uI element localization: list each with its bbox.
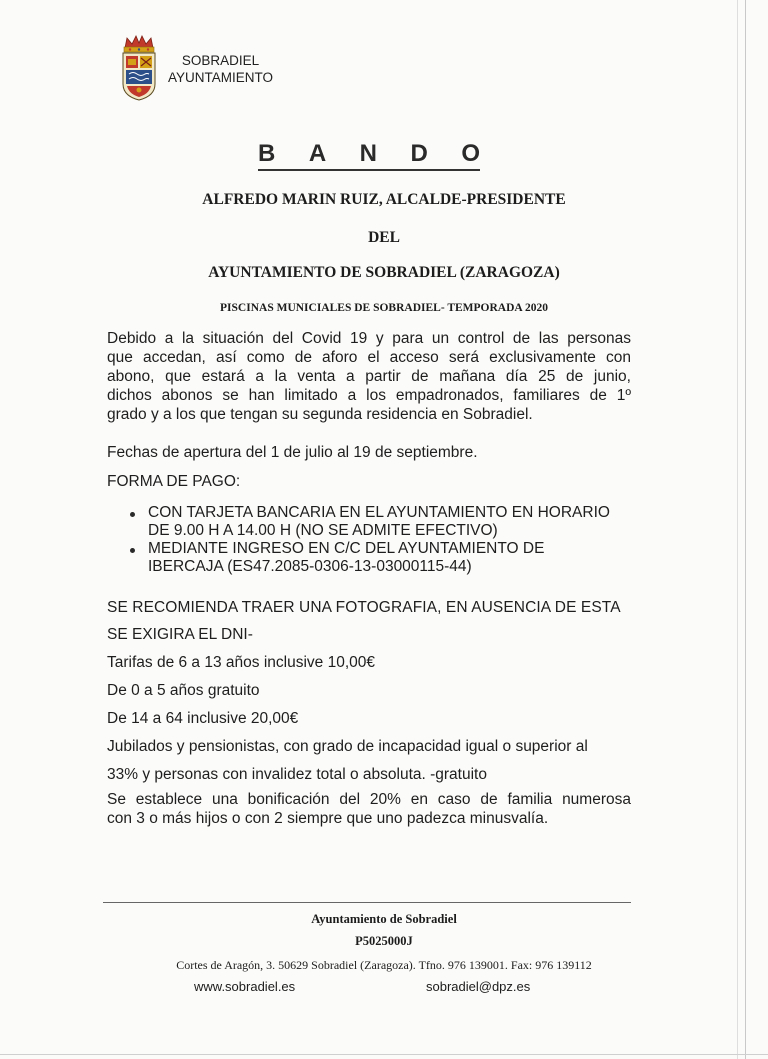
payment-methods-list [129,504,639,576]
payment-method-item [129,540,639,576]
payment-method-item [129,504,639,540]
discount-line: Se establece una bonificación del 20% en caso de familia numerosa [107,791,631,808]
payment-method-line: MEDIANTE INGRESO EN C/C DEL AYUNTAMIENTO DE [148,540,545,557]
payment-heading: FORMA DE PAGO: [107,473,241,490]
intro-line: que accedan, así como de aforo el acceso será exclusivamente con [107,349,631,366]
intro-paragraph [107,329,631,424]
municipality-heading: AYUNTAMIENTO DE SOBRADIEL (ZARAGOZA) [208,264,560,281]
heading-del: DEL [368,229,400,246]
coat-of-arms-icon [119,34,159,102]
mayor-name-heading: ALFREDO MARIN RUIZ, ALCALDE-PRESIDENTE [202,191,566,208]
intro-line: abono, que estará a la venta a partir de mañana día 25 de junio, [107,368,631,385]
org-name-line2: AYUNTAMIENTO [168,70,274,85]
discount-line: con 3 o más hijos o con 2 siempre que uno padezca minusvalía. [107,810,549,827]
footer-cif: P5025000J [355,934,413,948]
title-letter: N [359,140,377,167]
document-title [258,140,480,171]
title-letter: A [308,140,327,167]
scan-edge [745,0,746,1059]
intro-line: dichos abonos se han limitado a los empadronados, familiares de 1º [107,387,631,404]
retirees-line: 33% y personas con invalidez total o absoluta. -gratuito [107,766,487,783]
title-letter: O [461,140,480,167]
title-letter: B [258,140,276,167]
footer-divider [103,902,631,903]
footer-address: Cortes de Aragón, 3. 50629 Sobradiel (Zaragoza). Tfno. 976 139001. Fax: 976 139112 [176,958,592,972]
payment-method-line: IBERCAJA (ES47.2085-0306-13-03000115-44) [148,558,472,575]
org-name [168,52,273,86]
subject-subtitle: PISCINAS MUNICIALES DE SOBRADIEL- TEMPORADA 2020 [220,302,548,314]
fee-line: Tarifas de 6 a 13 años inclusive 10,00€ [107,654,375,671]
org-name-line1: SOBRADIEL [181,53,260,68]
footer-email-link[interactable]: sobradiel@dpz.es [426,979,531,994]
discount-paragraph [107,790,631,828]
fee-line: De 14 a 64 inclusive 20,00€ [107,710,299,727]
footer-website-link[interactable]: www.sobradiel.es [194,979,296,994]
photo-recommendation: SE EXIGIRA EL DNI- [107,626,253,643]
intro-line: grado y a los que tengan su segunda residencia en Sobradiel. [107,406,533,423]
fee-line: De 0 a 5 años gratuito [107,682,260,699]
scan-edge [737,0,738,1059]
intro-line: Debido a la situación del Covid 19 y para un control de las personas [107,330,631,347]
photo-recommendation: SE RECOMIENDA TRAER UNA FOTOGRAFIA, EN AUSENCIA DE ESTA [107,599,621,616]
opening-dates: Fechas de apertura del 1 de julio al 19 de septiembre. [107,444,478,461]
payment-method-line: CON TARJETA BANCARIA EN EL AYUNTAMIENTO EN HORARIO [148,504,610,521]
retirees-line: Jubilados y pensionistas, con grado de incapacidad igual o superior al [107,738,588,755]
title-letter: D [410,140,428,167]
scan-edge [0,1054,768,1055]
payment-method-line: DE 9.00 H A 14.00 H (NO SE ADMITE EFECTIVO) [148,522,498,539]
footer-org-name: Ayuntamiento de Sobradiel [311,912,457,926]
